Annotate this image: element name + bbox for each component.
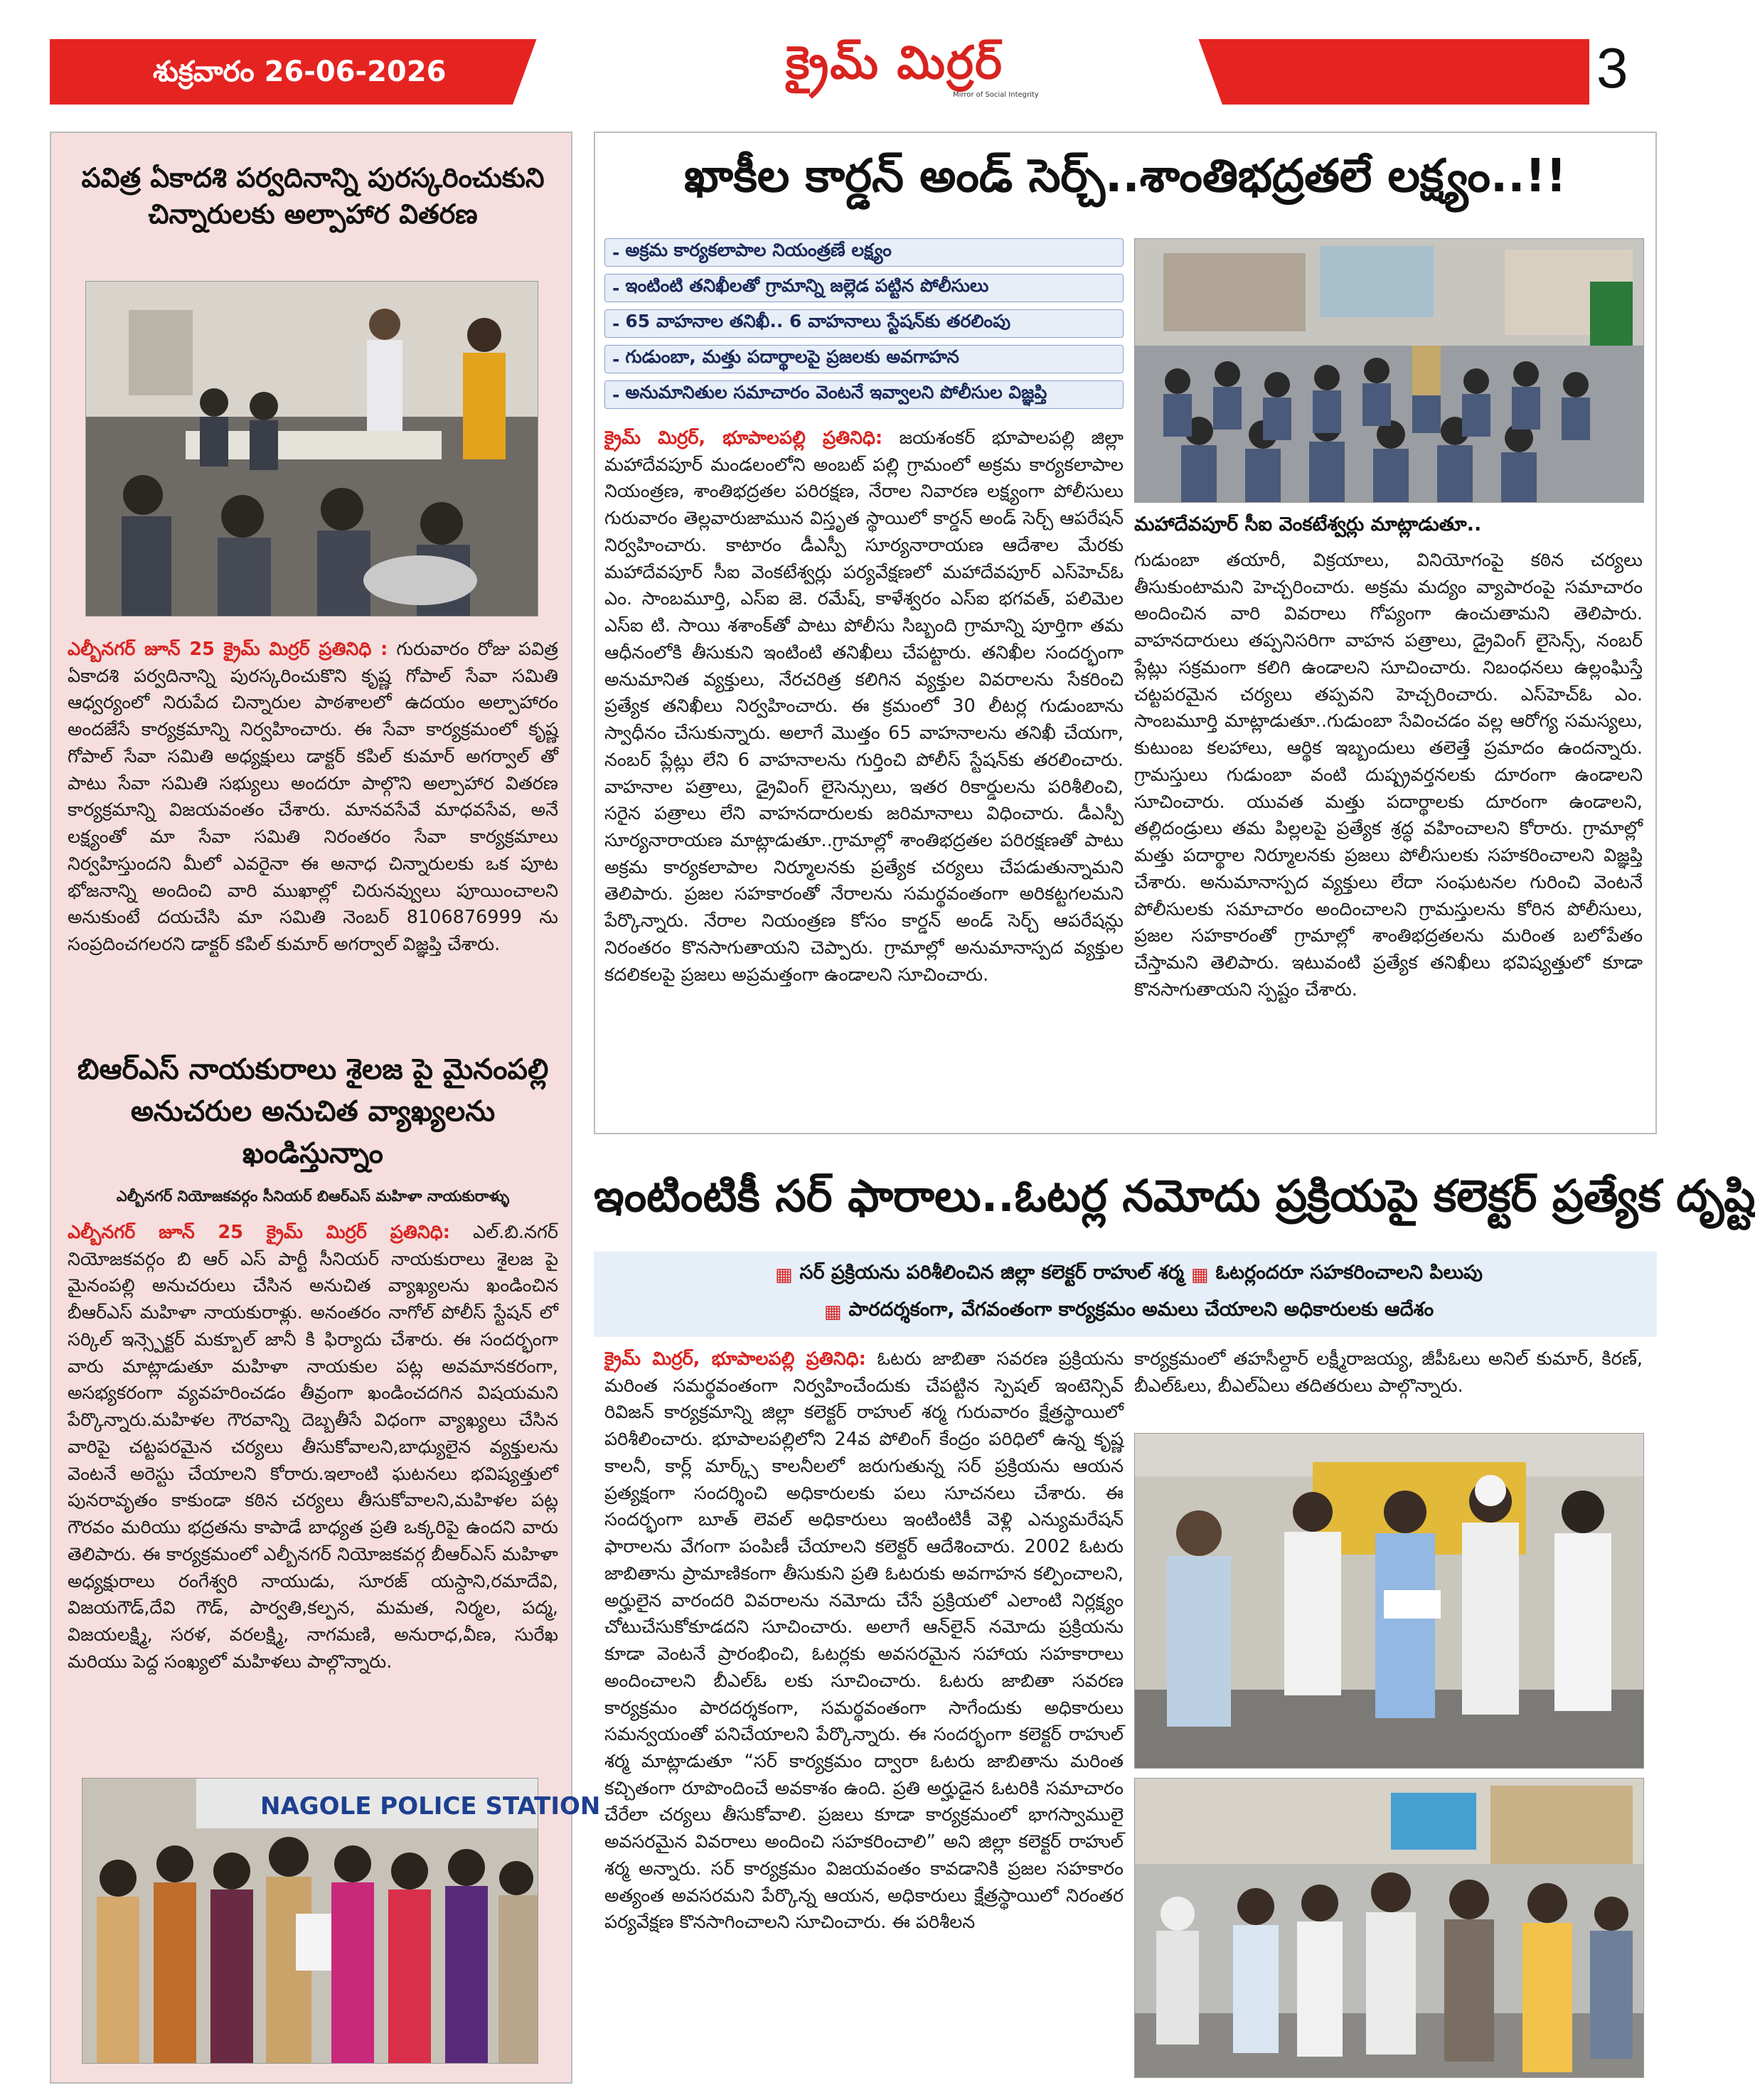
top-text-1: జయశంకర్ భూపాలపల్లి జిల్లా మహాదేవపూర్ మండలంలోని అంబట్ పల్లి గ్రామంలో అక్రమ కార్యకలాపాల నియంత్రణ, శాంతిభద్రతల పరిరక్షణ, నేరాల నివారణ లక్ష్యంగా పోలీసులు గురువారం తెల్లవారుజామున విస్తృత స్థాయిలో కార్డన్ అండ్ సెర్చ్ ఆపరేషన్ నిర్వహించారు. కాటారం డీఎస్పీ సూర్యనారాయణ ఆదేశాల మేరకు మహాదేవపూర్ సీఐ వెంకటేశ్వర్లు పర్యవేక్షణలో మహాదేవపూర్ ఎస్‌హెచ్ఓ ఎం. సాంబమూర్తి, ఎస్ఐ జె. రమేష్, కాళేశ్వరం ఎస్ఐ భగవత్, పలిమెల ఎస్ఐ టి. సాయి శశాంక్‌తో పాటు పోలీసు సిబ్బంది గ్రామాన్ని పూర్తిగా తమ ఆధీనంలోకి తీసుకుని ఇంటింటి తనిఖీలు చేపట్టారు. తనిఖీల సందర్భంగా అనుమానిత వ్యక్తులు, నేరచరిత్ర కలిగిన వ్యక్తుల వివరాలను సేకరించి ప్రత్యేక తనిఖీలు నిర్వహించారు. ఈ క్రమంలో 30 లీటర్ల గుడుంబాను స్వాధీనం చేసుకున్నారు. అలాగే మొత్తం 65 వాహనాలను తనిఖీ చేయగా, నంబర్ ప్లేట్లు లేని 6 వాహనాలను గుర్తించి పోలీస్ స్టేషన్‌కు తరలించారు. వాహనాల పత్రాలు, డ్రైవింగ్ లైసెన్సులు, ఇతర రికార్డులను పరిశీలించి, సరైన పత్రాలు లేని వాహనదారులకు జరిమానాలు విధించారు. డీఎస్పీ సూర్యనారాయణ మాట్లాడుతూ..గ్రామాల్లో శాంతిభద్రతల పరిరక్షణతో పాటు అక్రమ కార్యకలాపాల నిర్మూలనకు ప్రత్యేక చర్యలు చేపడుతున్నామని తెలిపారు. ప్రజల సహకారంతో నేరాలను సమర్థవంతంగా అరికట్టగలమని పేర్కొన్నారు. నేరాల నియంత్రణ కోసం కార్డన్ అండ్ సెర్చ్ ఆపరేషన్లు నిరంతరం కొనసాగుతాయని చెప్పారు. గ్రామాల్లో అనుమానాస్పద వ్యక్తుల కదలికలపై ప్రజలు అప్రమత్తంగా ఉండాలని సూచించారు. <box>604 427 1124 986</box>
top-bullets <box>604 238 1124 416</box>
children-breakfast-photo-icon <box>86 282 538 616</box>
bottom-subhead-line2 <box>594 1296 1657 1328</box>
top-photo-caption: మహాదేవపూర్ సీఐ వెంకటేశ్వర్లు మాట్లాడుతూ.. <box>1134 513 1482 535</box>
bottom-subhead-a: సర్ ప్రక్రియను పరిశీలించిన జిల్లా కలెక్టర్ రాహుల్ శర్మ <box>799 1261 1184 1284</box>
top-bullet-5: - అనుమానితుల సమాచారం వెంటనే ఇవ్వాలని పోలీసుల విజ్ఞప్తి <box>604 380 1124 409</box>
newspaper-logo: క్రైమ్ మిర్రర్ <box>786 37 1003 90</box>
top-bullet-2: - ఇంటింటి తనిఖీలతో గ్రామాన్ని జల్లెడ పట్టిన పోలీసులు <box>604 274 1124 302</box>
story2-dateline: ఎల్బీనగర్ జూన్ 25 క్రైమ్ మిర్రర్ ప్రతినిధి: <box>68 1222 450 1243</box>
bottom-photo-1 <box>1134 1433 1644 1769</box>
page-number: 3 <box>1596 36 1628 100</box>
bottom-body-left <box>604 1346 1124 1936</box>
top-story-photo <box>1134 238 1644 503</box>
story2-photo <box>82 1778 601 2064</box>
story1-body <box>68 636 558 959</box>
bottom-dateline: క్రైమ్ మిర్రర్, భూపాలపల్లి ప్రతినిధి: <box>604 1348 866 1370</box>
bottom-subhead-line1 <box>594 1259 1657 1291</box>
top-bullet-1: - అక్రమ కార్యకలాపాల నియంత్రణే లక్ష్యం <box>604 238 1124 267</box>
tag-icon: ▦ <box>1190 1264 1209 1286</box>
bottom-body-right: కార్యక్రమంలో తహసీల్దార్ లక్ష్మీరాజయ్య, జీపీఓలు అనిల్ కుమార్, కిరణ్, బీఎల్ఓలు, బీఎల్ఏలు తదితరులు పాల్గొన్నారు. <box>1134 1348 1643 1397</box>
story1-headline: పవిత్ర ఏకాదశి పర్వదినాన్ని పురస్కరించుకుని చిన్నారులకు అల్పాహార వితరణ <box>81 162 545 230</box>
tag-icon: ▦ <box>774 1264 793 1286</box>
top-body-right: గుడుంబా తయారీ, విక్రయాలు, వినియోగంపై కఠిన చర్యలు తీసుకుంటామని హెచ్చరించారు. అక్రమ మద్యం వ్యాపారంపై సమాచారం అందించిన వారి వివరాలు గోప్యంగా ఉంచుతామని తెలిపారు. వాహనదారులు తప్పనిసరిగా వాహన పత్రాలు, డ్రైవింగ్ లైసెన్స్, నంబర్ ప్లేట్లు సక్రమంగా కలిగి ఉండాలని సూచించారు. నిబంధనలు ఉల్లంఘిస్తే చట్టపరమైన చర్యలు తప్పవని హెచ్చరించారు. ఎస్‌హెచ్ఓ ఎం. సాంబమూర్తి మాట్లాడుతూ..గుడుంబా సేవించడం వల్ల ఆరోగ్య సమస్యలు, కుటుంబ కలహాలు, ఆర్థిక ఇబ్బందులు తలెత్తే ప్రమాదం ఉందన్నారు. గ్రామస్తులు గుడుంబా వంటి దుష్ప్రవర్తనలకు దూరంగా ఉండాలని సూచించారు. యువత మత్తు పదార్థాలకు దూరంగా ఉండాలని, తల్లిదండ్రులు తమ పిల్లలపై ప్రత్యేక శ్రద్ధ వహించాలని కోరారు. గ్రామాల్లో మత్తు పదార్థాల నిర్మూలనకు ప్రజలు పోలీసులకు సహకరించాలని విజ్ఞప్తి చేశారు. అనుమానాస్పద వ్యక్తులు లేదా సంఘటనల గురించి వెంటనే పోలీసులకు సమాచారం అందించాలని గ్రామస్తులను కోరిన పోలీసులు, ప్రజల సహకారంతో గ్రామాల్లో శాంతిభద్రతలను మరింత బలోపేతం చేస్తామని తెలిపారు. ఇటువంటి ప్రత్యేక తనిఖీలు భవిష్యత్తులో కూడా కొనసాగుతాయని స్పష్టం చేశారు. <box>1134 550 1643 1001</box>
top-bullet-3: - 65 వాహనాల తనిఖీ.. 6 వాహనాలు స్టేషన్‌కు తరలింపు <box>604 309 1124 338</box>
bottom-subhead-c: పారదర్శకంగా, వేగవంతంగా కార్యక్రమం అమలు చేయాలని అధికారులకు ఆదేశం <box>848 1298 1434 1321</box>
bottom-photo-2 <box>1134 1778 1644 2078</box>
top-headline: ఖాకీల కార్డన్ అండ్ సెర్చ్..శాంతిభద్రతలే లక్ష్యం..!! <box>684 150 1567 203</box>
story1-dateline: ఎల్బీనగర్ జూన్ 25 క్రైమ్ మిర్రర్ ప్రతినిధి : <box>68 639 388 660</box>
bottom-subhead-b: ఓటర్లందరూ సహకరించాలని పిలుపు <box>1215 1261 1483 1284</box>
top-bullet-4: - గుడుంబా, మత్తు పదార్థాలపై ప్రజలకు అవగాహన <box>604 345 1124 373</box>
story1-photo <box>85 281 538 617</box>
collector-inspection-photo-icon <box>1135 1434 1643 1768</box>
story2-body <box>68 1220 558 1675</box>
women-leaders-group-photo-icon <box>82 1779 601 2063</box>
tag-icon: ▦ <box>823 1301 842 1323</box>
story1-text: గురువారం రోజు పవిత్ర ఏకాదశి పర్వదినాన్ని పురస్కరించుకొని కృష్ణ గోపాల్ సేవా సమితి ఆధ్వర్యంలో నిరుపేద చిన్నారుల పాఠశాలలో ఉదయం అల్పాహారం అందజేసే కార్యక్రమాన్ని నిర్వహించారు. ఈ సేవా కార్యక్రమంలో కృష్ణ గోపాల్ సేవా సమితి అధ్యక్షులు డాక్టర్ కపిల్ కుమార్ అగర్వాల్ తో పాటు సేవా సమితి సభ్యులు అందరూ పాల్గొని అల్పాహార వితరణ కార్యక్రమాన్ని విజయవంతం చేశారు. మానవసేవే మాధవసేవ, అనే లక్ష్యంతో మా సేవా సమితి నిరంతరం సేవా కార్యక్రమాలు నిర్వహిస్తుందని మీలో ఎవరైనా ఈ అనాధ చిన్నారులకు ఒక పూట భోజనాన్ని అందించి వారి ముఖాల్లో చిరునవ్వులు పూయించాలని అనుకుంటే దయచేసి మా సమితి నెంబర్ 8106876999 ను సంప్రదించగలరని డాక్టర్ కపిల్ కుమార్ అగర్వాల్ విజ్ఞప్తి చేశారు. <box>68 639 559 956</box>
bottom-text: ఓటరు జాబితా సవరణ ప్రక్రియను మరింత సమర్థవంతంగా నిర్వహించేందుకు చేపట్టిన స్పెషల్ ఇంటెన్సివ్ రివిజన్ కార్యక్రమాన్ని జిల్లా కలెక్టర్ రాహుల్ శర్మ గురువారం క్షేత్రస్థాయిలో పరిశీలించారు. భూపాలపల్లిలోని 24వ పోలింగ్ కేంద్రం పరిధిలో ఉన్న కృష్ణ కాలనీ, కార్ల్ మార్క్స్ కాలనీలలో జరుగుతున్న సర్ ప్రక్రియను ఆయన ప్రత్యక్షంగా సందర్శించి అధికారులకు పలు సూచనలు చేశారు. ఈ సందర్భంగా బూత్ లెవల్ అధికారులు ఇంటింటికీ వెళ్లి ఎన్యుమరేషన్ ఫారాలను వేగంగా పంపిణీ చేయాలని కలెక్టర్ ఆదేశించారు. 2002 ఓటరు జాబితాను ప్రామాణికంగా తీసుకుని ప్రతి ఓటరుకు అవగాహన కల్పించాలని, అర్హులైన వారందరి వివరాలను నమోదు చేసే ప్రక్రియలో ఎలాంటి నిర్లక్ష్యం చోటుచేసుకోకూడదని సూచించారు. అలాగే ఆన్‌లైన్ నమోదు ప్రక్రియను కూడా వెంటనే ప్రారంభించి, ఓటర్లకు అవసరమైన సహాయ సహకారాలు అందించాలని బీఎల్ఓ లకు సూచించారు. ఓటరు జాబితా సవరణ కార్యక్రమం పారదర్శకంగా, సమర్థవంతంగా సాగేందుకు అధికారులు సమన్వయంతో పనిచేయాలని పేర్కొన్నారు. ఈ సందర్భంగా కలెక్టర్ రాహుల్ శర్మ మాట్లాడుతూ “సర్ కార్యక్రమం ద్వారా ఓటరు జాబితాను మరింత కచ్చితంగా రూపొందించే అవకాశం ఉంది. ప్రతి అర్హుడైన ఓటరికి సమాచారం చేరేలా చర్యలు తీసుకోవాలి. ప్రజలు కూడా కార్యక్రమంలో భాగస్వాములై అవసరమైన వివరాలు అందించి సహకరించాలి” అని జిల్లా కలెక్టర్ రాహుల్ శర్మ అన్నారు. సర్ కార్యక్రమం విజయవంతం కావడానికి ప్రజల సహకారం అత్యంత అవసరమని పేర్కొన్న ఆయన, అధికారులు క్షేత్రస్థాయిలో నిరంతర పర్యవేక్షణ కొనసాగించాలని సూచించారు. ఈ పరిశీలన <box>604 1348 1124 1934</box>
police-gathering-photo-icon <box>1135 239 1643 502</box>
story2-headline: బిఆర్ఎస్ నాయకురాలు శైలజ పై మైనంపల్లి అనుచరుల అనుచిత వ్యాఖ్యలను ఖండిస్తున్నాం <box>77 1053 549 1171</box>
top-dateline: క్రైమ్ మిర్రర్, భూపాలపల్లి ప్రతినిధి: <box>604 427 883 449</box>
voter-enumeration-photo-icon <box>1135 1779 1643 2077</box>
logo-tagline: Mirror of Social Integrity <box>953 91 1039 99</box>
story2-text: ఎల్.బి.నగర్ నియోజకవర్గం బి ఆర్ ఎస్ పార్టీ సీనియర్ నాయకురాలు శైలజ పై మైనంపల్లి అనుచరులు చేసిన అనుచిత వ్యాఖ్యలను ఖండించిన బీఆర్ఎస్ మహిళా నాయకురాళ్లు. అనంతరం నాగోల్ పోలీస్ స్టేషన్ లో సర్కిల్ ఇన్స్పెక్టర్ మక్బూల్ జానీ కి ఫిర్యాదు చేశారు. ఈ సందర్భంగా వారు మాట్లాడుతూ మహిళా నాయకుల పట్ల అవమానకరంగా, అసభ్యకరంగా వ్యవహరించడం తీవ్రంగా ఖండించదగిన విషయమని పేర్కొన్నారు.మహిళల గౌరవాన్ని దెబ్బతీసే విధంగా వ్యాఖ్యలు చేసిన వారిపై చట్టపరమైన చర్యలు తీసుకోవాలని,బాధ్యులైన వ్యక్తులను వెంటనే అరెస్టు చేయాలని కోరారు.ఇలాంటి ఘటనలు భవిష్యత్తులో పునరావృతం కాకుండా కఠిన చర్యలు తీసుకోవాలని,మహిళల పట్ల గౌరవం మరియు భద్రతను కాపాడే బాధ్యత ప్రతి ఒక్కరిపై ఉందని వారు తెలిపారు. ఈ కార్యక్రమంలో ఎల్బీనగర్ నియోజకవర్గ బీఆర్ఎస్ మహిళా అధ్యక్షురాలు రంగేశ్వరి నాయుడు, సూరజ్ యస్దాని,రమాదేవి, విజయగౌడ్,దేవి గౌడ్, పార్వతి,కల్పన, మమత, నిర్మల, పద్మ, విజయలక్ష్మి, సరళ, వరలక్ష్మి, నాగమణి, అనురాధ,వీణ, సురేఖ మరియు పెద్ద సంఖ్యలో మహిళలు పాల్గొన్నారు. <box>68 1222 559 1673</box>
bottom-headline: ఇంటింటికీ సర్ ఫారాలు..ఓటర్ల నమోదు ప్రక్రియపై కలెక్టర్ ప్రత్యేక దృష్టి <box>594 1170 1755 1222</box>
police-station-sign: NAGOLE POLICE STATION <box>260 1792 601 1821</box>
story2-subhead: ఎల్బీనగర్ నియోజకవర్గం సీనియర్ బిఆర్ఎస్ మహిళా నాయకురాళ్ళు <box>116 1188 510 1205</box>
masthead <box>0 0 1707 107</box>
top-body-left <box>604 425 1124 988</box>
issue-date: శుక్రవారం 26-06-2026 <box>153 55 447 88</box>
